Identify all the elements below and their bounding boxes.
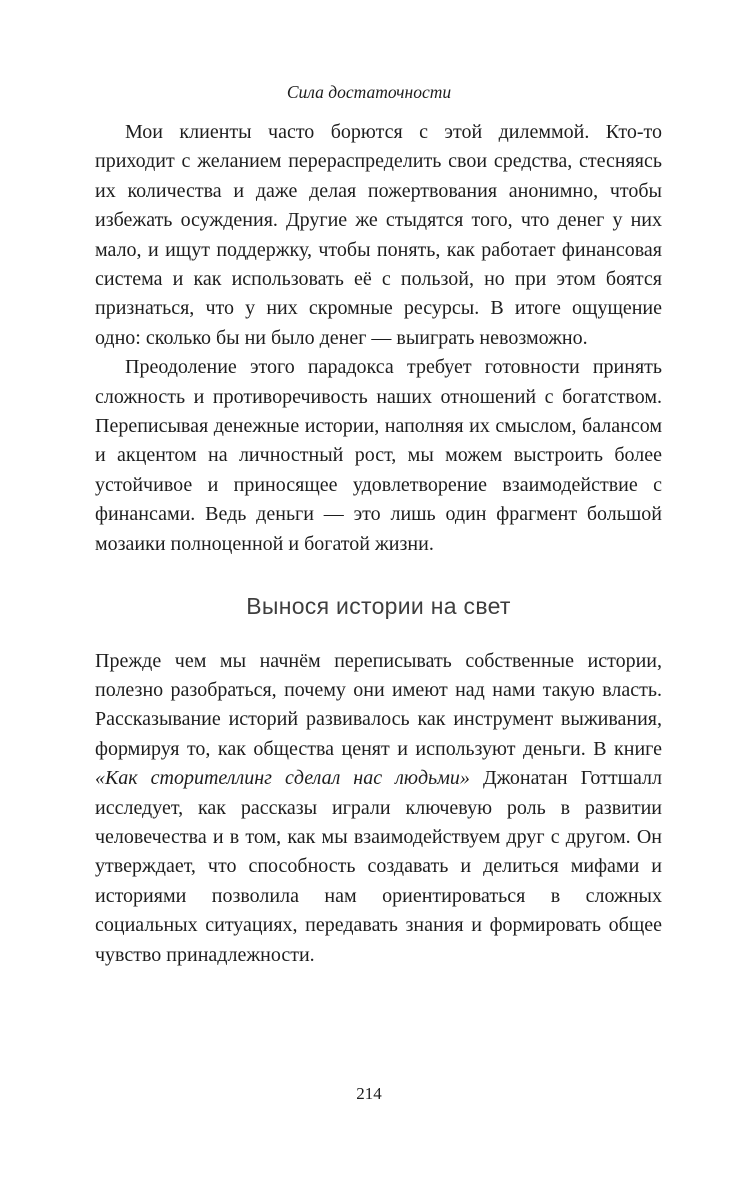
paragraph: Преодоление этого парадокса требует готовности принять сложность и противоречивость наших отношений с богатством. Переписывая денежные истории, наполняя их смыслом, балансом и акцентом на личностный рост, мы можем выстроить более устойчивое и приносящее удовлетворение взаимодействие с финансами. Ведь деньги — это лишь один фрагмент большой мозаики полноценной и богатой жизни.	[95, 356, 662, 555]
paragraph: Мои клиенты часто борются с этой дилеммой. Кто-то приходит с желанием перераспределить свои средства, стесняясь их количества и даже делая пожертвования анонимно, чтобы избежать осуждения. Другие же стыдятся того, что денег у них мало, и ищут поддержку, чтобы понять, как работает финансовая система и как использовать её с пользой, но при этом боятся признаться, что у них скромные ресурсы. В итоге ощущение одно: сколько бы ни было денег — выиграть невозможно.	[95, 121, 662, 349]
running-header: Сила достаточности	[286, 82, 452, 102]
book-title-italic: «Как сторителлинг сделал нас людьми»	[95, 767, 470, 790]
paragraph-text: Джонатан Готтшалл исследует, как рассказы играли ключевую роль в развитии человечества и в том, как мы взаимодействуем друг с другом. Он утверждает, что способность создавать и делиться мифами и историями позволила нам ориентироваться в сложных социальных ситуациях, передавать знания и формировать общее чувство принадлежности.	[95, 767, 662, 966]
paragraph	[95, 647, 662, 970]
page-number: 214	[356, 1084, 382, 1103]
page-body	[95, 118, 662, 970]
paragraph-text: Прежде чем мы начнём переписывать собственные истории, полезно разобраться, почему они имеют над нами такую власть. Рассказывание историй развивалось как инструмент выживания, формируя то, как общества ценят и используют деньги. В книге	[95, 649, 662, 760]
section-heading: Вынося истории на свет	[246, 593, 511, 620]
